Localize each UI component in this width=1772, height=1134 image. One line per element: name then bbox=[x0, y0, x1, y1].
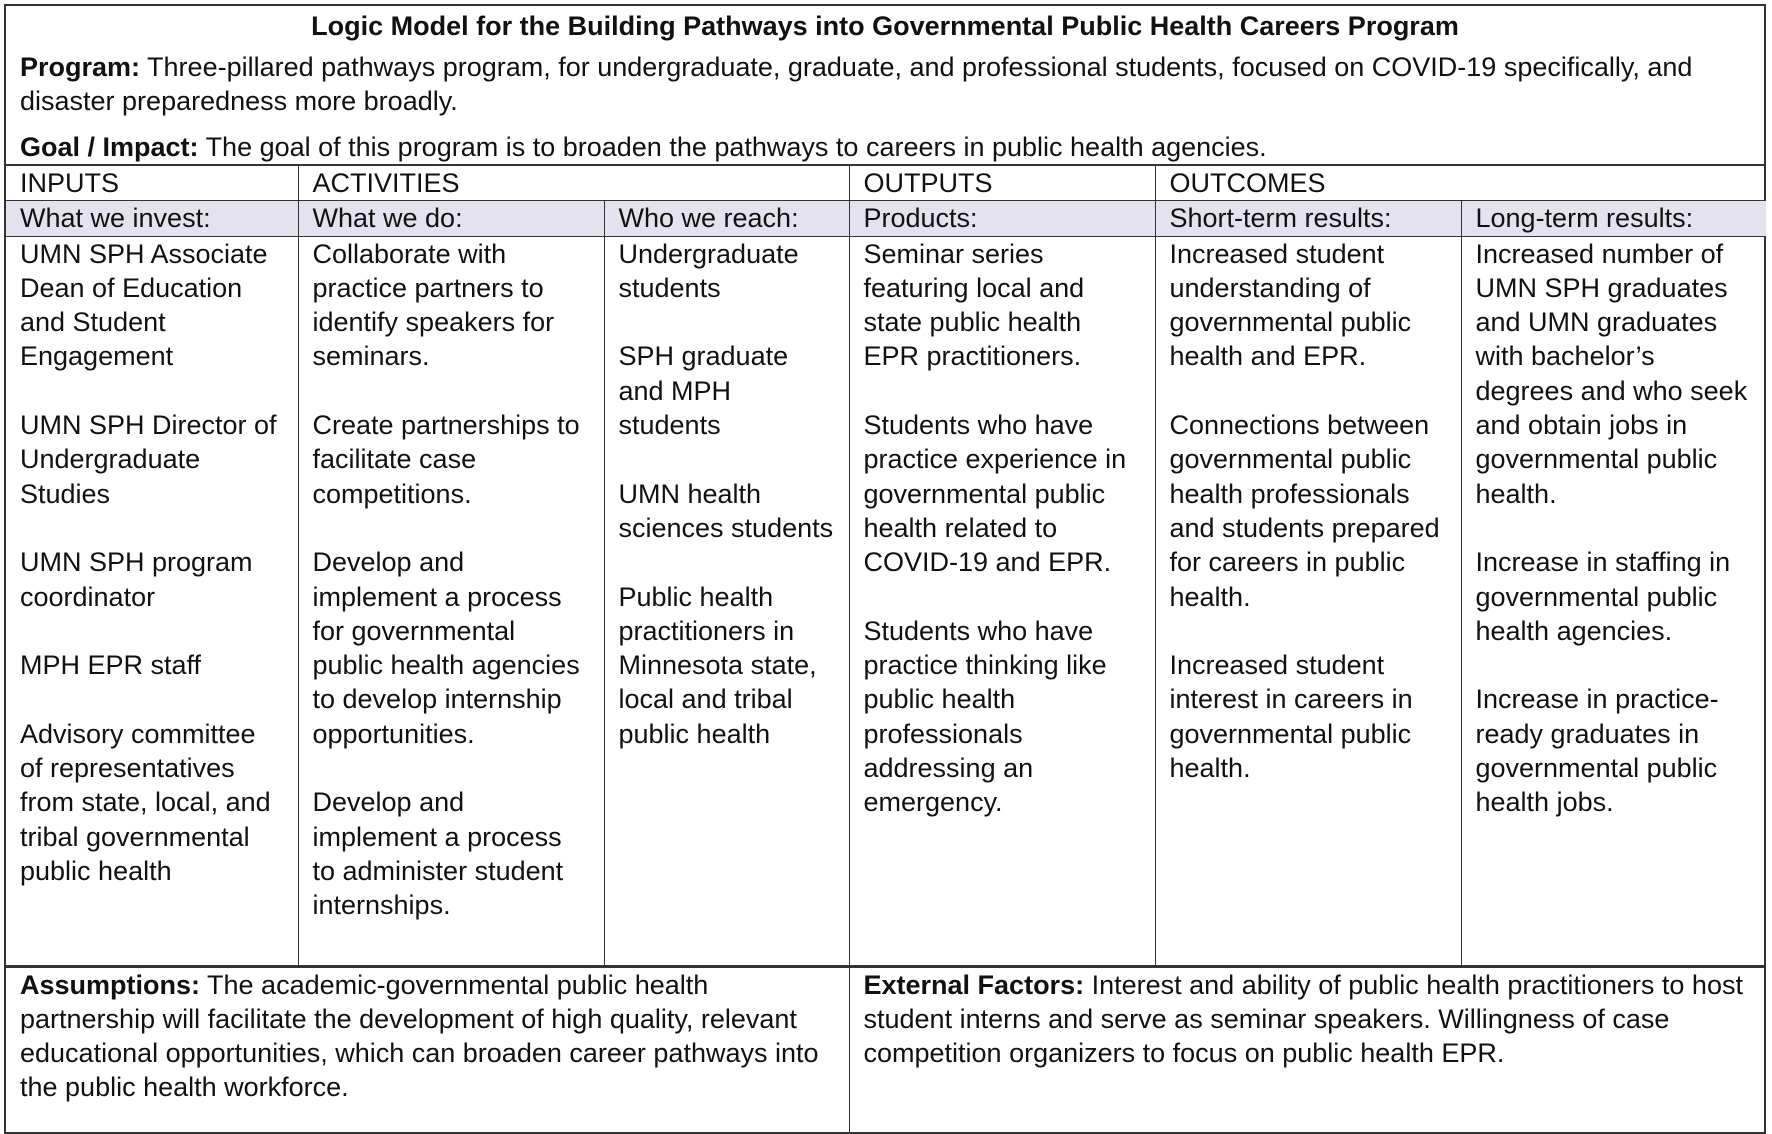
do-cell bbox=[298, 236, 604, 965]
goal-text: The goal of this program is to broaden the pathways to careers in public health agencies. bbox=[205, 132, 1267, 162]
goal-statement bbox=[6, 130, 1764, 164]
list-item: UMN SPH program coordinator bbox=[20, 547, 253, 612]
footer-row bbox=[6, 967, 1766, 1132]
invest-subheader: What we invest: bbox=[6, 201, 298, 236]
reach-subheader: Who we reach: bbox=[604, 201, 849, 236]
list-item: Create partnerships to facilitate case competitions. bbox=[312, 410, 580, 509]
list-item: UMN health sciences students bbox=[618, 478, 834, 543]
program-statement bbox=[6, 50, 1764, 118]
list-item: Public health practitioners in Minnesota state, local and tribal public health bbox=[618, 581, 817, 749]
long-term-subheader: Long-term results: bbox=[1461, 201, 1766, 236]
assumptions-text: The academic-governmental public health partnership will facilitate the development of high quality, relevant educational opportunities, which can broaden career pathways into the public health workforce. bbox=[20, 969, 819, 1103]
list-item: Students who have practice thinking like public health professionals addressing an emergency. bbox=[863, 615, 1107, 818]
long-term-cell bbox=[1461, 236, 1766, 965]
list-item: Increased student interest in careers in governmental public health. bbox=[1169, 650, 1413, 784]
list-item: SPH graduate and MPH students bbox=[618, 341, 789, 441]
program-text: Three-pillared pathways program, for undergraduate, graduate, and professional students, focused on COVID-19 specifically, and disaster preparedness more broadly. bbox=[20, 52, 1693, 116]
list-item: Collaborate with practice partners to identify speakers for seminars. bbox=[312, 238, 555, 372]
list-item: MPH EPR staff bbox=[20, 650, 202, 681]
short-term-subheader: Short-term results: bbox=[1155, 201, 1461, 236]
list-item: Increase in practice-ready graduates in governmental public health jobs. bbox=[1475, 684, 1719, 818]
list-item: Advisory committee of representatives from state, local, and tribal governmental public health bbox=[20, 718, 271, 886]
external-factors-label: External Factors: bbox=[863, 969, 1085, 1000]
outcomes-header: OUTCOMES bbox=[1155, 165, 1766, 201]
external-factors-text: Interest and ability of public health practitioners to host student interns and serve as seminar speakers. Willingness of case competition organizers to focus on public health EPR. bbox=[863, 969, 1743, 1069]
document-title: Logic Model for the Building Pathways into Governmental Public Health Careers Program bbox=[311, 11, 1459, 41]
reach-cell bbox=[604, 236, 849, 965]
invest-cell bbox=[6, 236, 298, 965]
section-header-row bbox=[6, 165, 1766, 201]
list-item: Increased student understanding of governmental public health and EPR. bbox=[1169, 238, 1412, 372]
products-cell bbox=[849, 236, 1155, 965]
footer-table bbox=[6, 966, 1766, 1132]
short-term-cell bbox=[1155, 236, 1461, 965]
list-item: Students who have practice experience in governmental public health related to COVID-19 and EPR. bbox=[863, 410, 1127, 578]
assumptions-cell bbox=[6, 967, 849, 1132]
outputs-header: OUTPUTS bbox=[849, 165, 1155, 201]
logic-model-frame bbox=[4, 4, 1766, 1134]
assumptions-label: Assumptions: bbox=[20, 969, 201, 1000]
subheader-row bbox=[6, 201, 1766, 236]
goal-label: Goal / Impact: bbox=[20, 132, 199, 162]
list-item: Undergraduate students bbox=[618, 238, 799, 303]
inputs-header: INPUTS bbox=[6, 165, 298, 201]
activities-header: ACTIVITIES bbox=[298, 165, 849, 201]
content-row bbox=[6, 236, 1766, 965]
list-item: Increase in staffing in governmental public health agencies. bbox=[1475, 547, 1731, 646]
list-item: Seminar series featuring local and state public health EPR practitioners. bbox=[863, 238, 1085, 372]
list-item: Increased number of UMN SPH graduates and UMN graduates with bachelor’s degrees and who seek and obtain jobs in governmental public health. bbox=[1475, 238, 1748, 509]
program-label: Program: bbox=[20, 52, 141, 82]
list-item: UMN SPH Director of Undergraduate Studies bbox=[20, 410, 277, 509]
list-item: Develop and implement a process to administer student internships. bbox=[312, 787, 564, 921]
logic-model-table bbox=[6, 164, 1766, 966]
products-subheader: Products: bbox=[849, 201, 1155, 236]
list-item: Connections between governmental public health professionals and students prepared for careers in public health. bbox=[1169, 410, 1440, 612]
external-factors-cell bbox=[849, 967, 1766, 1132]
list-item: UMN SPH Associate Dean of Education and Student Engagement bbox=[20, 238, 268, 372]
do-subheader: What we do: bbox=[298, 201, 604, 236]
list-item: Develop and implement a process for governmental public health agencies to develop internship opportunities. bbox=[312, 547, 580, 749]
